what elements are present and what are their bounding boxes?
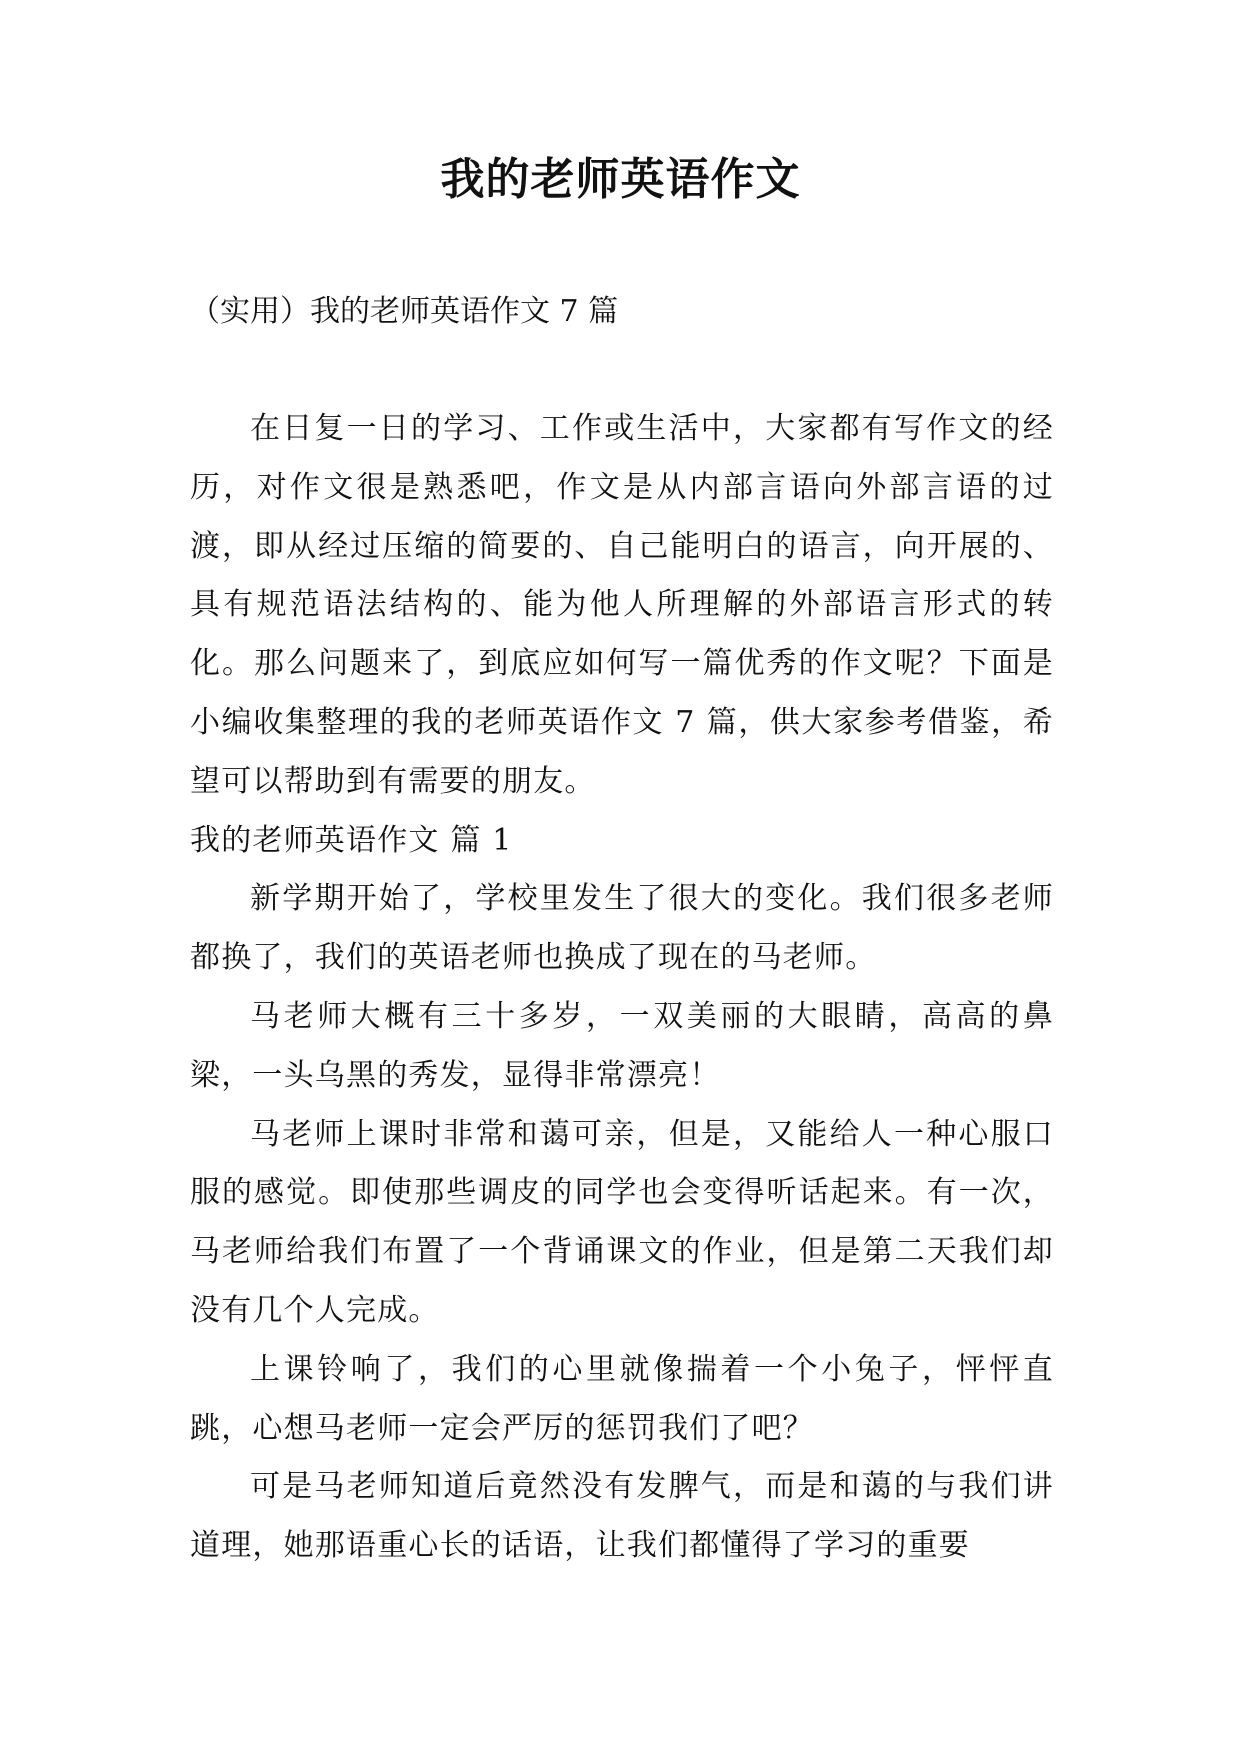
body-paragraph: 马老师上课时非常和蔼可亲，但是，又能给人一种心服口服的感觉。即使那些调皮的同学也会变得听话起来。有一次，马老师给我们布置了一个背诵课文的作业，但是第二天我们却没有几个人完成。 bbox=[190, 1116, 1054, 1328]
document-title: 我的老师英语作文 bbox=[440, 154, 801, 205]
section-heading: 我的老师英语作文 篇 1 bbox=[190, 822, 513, 858]
document-body bbox=[190, 400, 1054, 1576]
body-paragraph: 可是马老师知道后竟然没有发脾气，而是和蔼的与我们讲道理，她那语重心长的话语，让我们都懂得了学习的重要 bbox=[190, 1469, 1054, 1564]
document-subtitle: （实用）我的老师英语作文 7 篇 bbox=[190, 294, 619, 329]
body-paragraph: 马老师大概有三十多岁，一双美丽的大眼睛，高高的鼻梁，一头乌黑的秀发，显得非常漂亮！ bbox=[190, 998, 1054, 1093]
body-paragraph: 新学期开始了，学校里发生了很大的变化。我们很多老师都换了，我们的英语老师也换成了现在的马老师。 bbox=[190, 881, 1054, 976]
intro-paragraph: 在日复一日的学习、工作或生活中，大家都有写作文的经历，对作文很是熟悉吧，作文是从内部言语向外部言语的过渡，即从经过压缩的简要的、自己能明白的语言，向开展的、具有规范语法结构的、能为他人所理解的外部语言形式的转化。那么问题来了，到底应如何写一篇优秀的作文呢？下面是小编收集整理的我的老师英语作文 7 篇，供大家参考借鉴，希望可以帮助到有需要的朋友。 bbox=[190, 411, 1054, 799]
body-paragraph: 上课铃响了，我们的心里就像揣着一个小兔子，怦怦直跳，心想马老师一定会严厉的惩罚我们了吧？ bbox=[190, 1351, 1054, 1446]
